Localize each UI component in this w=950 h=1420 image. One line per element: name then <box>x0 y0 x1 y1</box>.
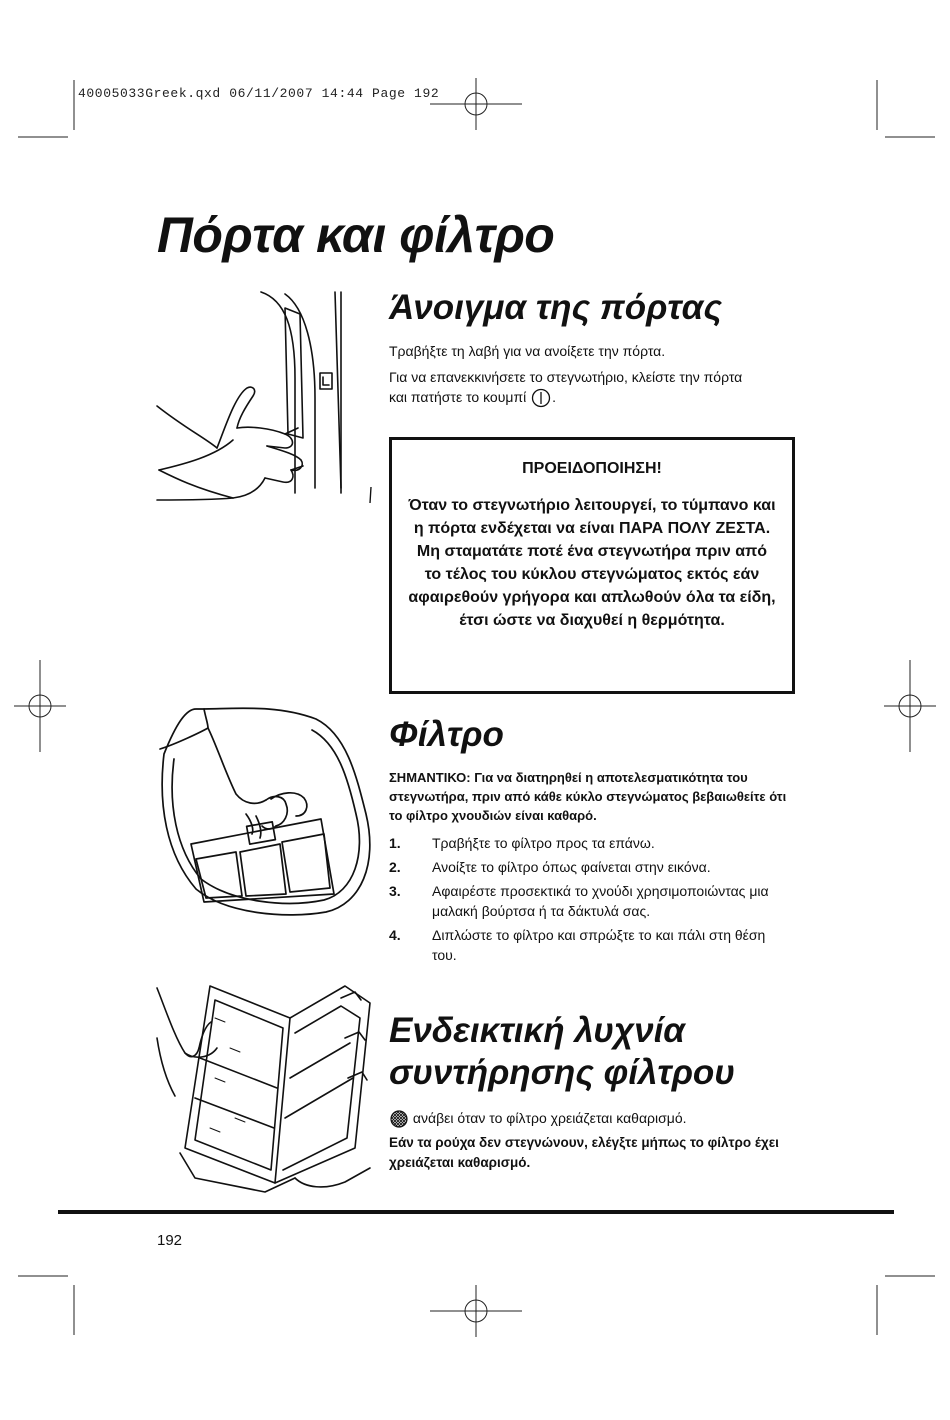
door-edge-mark <box>368 486 374 504</box>
door-restart-line1: Για να επανεκκινήσετε το στεγνωτήριο, κλείστε την πόρτα <box>389 369 743 385</box>
filter-indicator-icon <box>389 1109 409 1129</box>
page-title: Πόρτα και φίλτρο <box>157 207 555 263</box>
step-number: 4. <box>389 927 401 943</box>
door-section <box>389 287 809 408</box>
indicator-heading-line2: συντήρησης φίλτρου <box>389 1053 735 1092</box>
filter-steps-list <box>389 833 789 965</box>
filter-important-note: ΣΗΜΑΝΤΙΚΟ: Για να διατηρηθεί η αποτελεσματικότητα του στεγνωτήρα, πριν από κάθε κύκλο στεγνώματος βεβαιωθείτε ότι το φίλτρο χνουδιών είναι καθαρό. <box>389 770 787 823</box>
filter-section <box>389 714 789 969</box>
power-button-icon <box>530 388 552 408</box>
page-number: 192 <box>157 1232 183 1249</box>
footer-divider <box>58 1210 894 1214</box>
step-number: 1. <box>389 835 401 851</box>
warning-text: Όταν το στεγνωτήριο λειτουργεί, το τύμπανο και η πόρτα ενδέχεται να είναι ΠΑΡΑ ΠΟΛΥ ΖΕΣΤΑ. Μη σταματάτε ποτέ ένα στεγνωτήρα πριν από το τέλος του κύκλου στεγνώματος εκτός εάν αφαιρεθούν γρήγορα και απλωθούν όλα τα είδη, έτσι ώστε να διαχυθεί η θερμότητα. <box>408 497 776 629</box>
hand-opening-dryer-door-icon <box>155 288 380 503</box>
step-text: Αφαιρέστε προσεκτικά το χνούδι χρησιμοποιώντας μια μαλακή βούρτσα ή τα δάκτυλά σας. <box>432 883 769 919</box>
door-restart-line2: και πατήστε το κουμπί <box>389 389 527 405</box>
filter-heading: Φίλτρο <box>389 715 504 754</box>
filter-step <box>389 857 789 877</box>
door-heading: Άνοιγμα της πόρτας <box>389 288 722 327</box>
print-slug: 40005033Greek.qxd 06/11/2007 14:44 Page 192 <box>78 86 440 101</box>
door-restart-line2-end: . <box>552 389 556 405</box>
indicator-note: Εάν τα ρούχα δεν στεγνώνουν, ελέγξτε μήπως το φίλτρο έχει χρειάζεται καθαρισμό. <box>389 1135 779 1171</box>
warning-title: ΠΡΟΕΙΔΟΠΟΙΗΣΗ! <box>522 460 662 477</box>
indicator-heading-line1: Ενδεικτική λυχνία <box>389 1011 685 1050</box>
door-restart-instruction <box>389 367 809 408</box>
warning-box <box>389 437 795 694</box>
indicator-heading <box>389 1010 809 1094</box>
indicator-description <box>389 1108 809 1129</box>
indicator-section <box>389 1010 809 1173</box>
filter-step <box>389 881 789 921</box>
filter-step <box>389 925 789 965</box>
filter-step <box>389 833 789 853</box>
step-number: 3. <box>389 883 401 899</box>
hands-pulling-filter-icon <box>156 704 378 926</box>
step-text: Ανοίξτε το φίλτρο όπως φαίνεται στην εικόνα. <box>432 859 711 875</box>
indicator-text: ανάβει όταν το φίλτρο χρειάζεται καθαρισμό. <box>412 1110 687 1126</box>
step-text: Διπλώστε το φίλτρο και σπρώξτε το και πάλι στη θέση του. <box>432 927 766 963</box>
door-instruction: Τραβήξτε τη λαβή για να ανοίξετε την πόρτα. <box>389 343 666 359</box>
step-text: Τραβήξτε το φίλτρο προς τα επάνω. <box>432 835 655 851</box>
step-number: 2. <box>389 859 401 875</box>
hands-opening-filter-icon <box>155 978 380 1196</box>
